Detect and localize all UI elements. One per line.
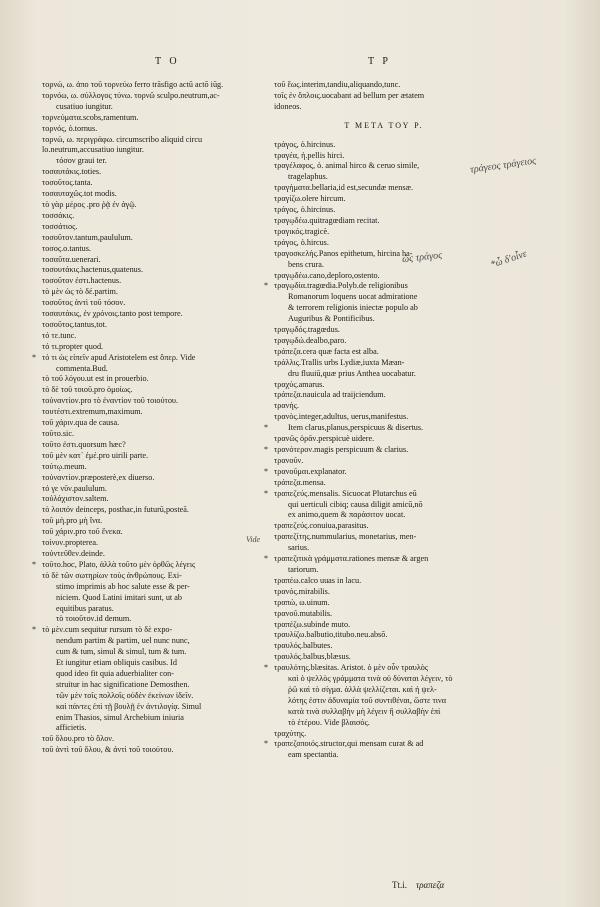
marginal-note: τράγεος τράγειος: [469, 155, 537, 176]
asterisk-mark: *: [32, 559, 37, 569]
entry-line: tariorum.: [288, 564, 319, 574]
entry-line: τραυλός.balbus,blæsus.: [274, 652, 351, 662]
entry-line: τοσουτάκις.hactenus,quatenus.: [42, 265, 143, 275]
entry-line: τορνός, ὁ.tornus.: [42, 123, 98, 133]
entry-line: τρανὸς.integer,adultus, uerus,manifestus.: [274, 412, 409, 422]
entry-line: τούτῳ.meum.: [42, 461, 87, 471]
entry-line: τὸ λοιπόν deinceps, posthac,in futurū,posteā.: [42, 505, 189, 515]
entry-line: τρανότερον.magis perspicuum & clarius. *: [264, 445, 409, 454]
entry-line: ex animo,quem & παράσιτον uocat.: [288, 510, 406, 520]
entry-line: τραγίζω.olere hircum.: [274, 194, 346, 204]
entry-line: τραγοσκελής.Panos epithetum, hircina ha-: [274, 248, 413, 258]
entry-line: enim Thasios, simul Archebium iniuria: [56, 712, 184, 722]
left-running-head: T O: [155, 56, 180, 67]
entry-line: τοσοῦτος.tantus,tot.: [42, 319, 107, 329]
entry-line: afficietis.: [56, 723, 87, 733]
entry-line: τοσοῦτον ἐστι.hactenus.: [42, 276, 122, 286]
entry-line: qui uerticuli cibiq; causa diligit amicū,nō: [288, 499, 423, 509]
entry-line: τραπὼ, ω.uinum.: [274, 597, 330, 607]
entry-line: τοῦ χάριν.qua de causa.: [42, 418, 120, 428]
entry-line: τραπεζιτικὰ γράμματα.rationes mensæ & argen *: [264, 554, 429, 564]
asterisk-mark: *: [264, 281, 269, 291]
entry-line: τοσσάτιος.: [42, 221, 78, 231]
entry-line: τράγος, ὁ.hircus.: [274, 237, 329, 247]
entry-line: tragelaphus.: [288, 172, 328, 182]
asterisk-mark: *: [264, 423, 269, 433]
entry-line: τοσοῦτον.tantum,paululum.: [42, 232, 133, 242]
entry-line: τοὐντεῦθεν.deinde.: [42, 548, 105, 558]
entry-line: τοὐναντίον.pro τὸ ἐναντίον τοῦ τοιούτου.: [42, 396, 179, 406]
entry-line: τοσσάκις.: [42, 210, 75, 220]
left-column: [32, 80, 262, 756]
entry-line: τράπεζα.cera quæ facta est alba.: [274, 346, 379, 356]
entry-line: Et iungitur etiam obliquis casibus. Id: [56, 658, 177, 668]
entry-line: τό τε.tunc.: [42, 330, 77, 340]
entry-line: κατὰ τινὰ συλλαβὴν μὴ λέγειν ἢ συλλαβὴν ἐπὶ: [288, 706, 441, 716]
asterisk-mark: *: [264, 488, 269, 498]
entry-line: τράλλις.Trallis urbs Lydiæ,iuxta Mæan-: [274, 357, 405, 367]
entry-line: quod ideo fit quia aduerbialiter con-: [56, 668, 174, 678]
entry-line: τρανοῦν.: [274, 455, 304, 465]
entry-line: ῥῶ καὶ τὸ σίγμα. ἀλλὰ ψελλίζεται. καὶ ἡ ψελ-: [288, 684, 437, 694]
right-column-entries: [264, 139, 494, 762]
entry-line: τὸ ἐτέρου. Vide βλαισός.: [288, 717, 370, 727]
entry-line: τοῦ ἀντὶ τοῦ ὅλου, & ἀντὶ τοῦ τοιούτου.: [42, 745, 174, 755]
right-running-head: T P: [368, 56, 391, 67]
marginal-note: Vide: [246, 535, 261, 544]
entry-line: τοὐναντίον.præposterè,ex diuerso.: [42, 472, 155, 482]
entry-line: cusatiuo iungitur.: [56, 101, 113, 111]
catchword: τραπεζα: [416, 880, 445, 890]
entry-line: τραγῳδία.tragœdia.Polyb.de religionibus *: [264, 281, 408, 291]
entry-line: equitibus paratus.: [56, 603, 114, 613]
entry-line: τρανοῦμαι.explanator. *: [264, 466, 347, 476]
entry-line: τραχύς.amarus.: [274, 379, 325, 389]
entry-line: stimo imprimis ab hoc salute esse & per-: [56, 581, 190, 591]
entry-line: τραγῳδέω.quitragœdiam recitat.: [274, 215, 380, 225]
entry-line: τοῦ ὅλου.pro τὸ ὅλον.: [42, 734, 115, 744]
entry-line: sarius.: [288, 543, 310, 553]
entry-line: τὸ δὲ τοῦ τοιοῦ.pro ὁμοίως.: [42, 385, 133, 395]
entry-line: bens crura.: [288, 259, 324, 269]
entry-line: τορνώ, ω. περιγράφω. circumscribo aliquid circu: [42, 134, 203, 144]
entry-line: τραπεζίτης.nummularius, monetarius, men-: [274, 532, 417, 542]
entry-line: τοσος.ο.tantus.: [42, 243, 91, 253]
asterisk-mark: *: [32, 625, 37, 635]
entry-line: τορνεύματα.scobs,ramentum.: [42, 112, 139, 122]
entry-line: & terrorem religionis iniectæ populo ab: [288, 303, 418, 313]
entry-line: τὸ τοιοῦτον.id demum.: [56, 614, 132, 624]
entry-line: eam spectantia.: [288, 750, 339, 760]
entry-line: τράγος, ὁ.hircinus.: [274, 139, 336, 149]
entry-line: τράγος, ὁ.hircinus.: [274, 205, 336, 215]
entry-line: τράπεζα.mensa.: [274, 477, 326, 487]
entry-line: τοῖς ἐν ὅπλοις.uocabant ad bellum per ætatem: [274, 90, 425, 100]
entry-line: τοσαυταχῶς.tot modis.: [42, 189, 117, 199]
entry-line: τραγέα, ἡ.pellis hirci.: [274, 150, 345, 160]
marginal-note: ὡς τράγος: [401, 249, 443, 266]
entry-line: Romanorum loquens uocat admiratione: [288, 292, 418, 302]
entry-line: λότης ἐστιν ἀδυναμία τοῦ συντιθέναι, ὥστε τινα: [288, 695, 446, 705]
entry-line: τό τι ὡς εἰπεῖν apud Aristotelem est ὅπερ. Vide *: [32, 352, 196, 362]
entry-line: cum & tum, simul & simul, tum & tum.: [56, 647, 187, 657]
asterisk-mark: *: [32, 352, 37, 362]
entry-line: τραγήματα.bellaria,id est,secundæ mensæ.: [274, 183, 414, 193]
entry-line: τρανοῦ.mutabilis.: [274, 608, 333, 618]
entry-line: τρανής.: [274, 401, 299, 411]
entry-line: τοσαυτάκις, ἐν χρόνοις.tanto post tempore.: [42, 309, 183, 319]
entry-line: τοῦ χάριν.pro τοῦ ἕνεκα.: [42, 527, 123, 537]
entry-line: τραπεζεύς.mensalis. Sicuocat Plutarchus eū *: [264, 488, 417, 498]
entry-line: τραγῳδός.tragœdus.: [274, 325, 340, 335]
entry-line: nendum partim & partim, uel nunc nunc,: [56, 636, 190, 646]
entry-line: τοσοῦτος ἀντὶ τοῦ τόσον.: [42, 298, 126, 308]
entry-line: Item clarus,planus,perspicuus & disertus. *: [264, 423, 424, 433]
right-column-top: [274, 80, 494, 113]
entry-line: τό τι.propter quod.: [42, 341, 104, 351]
entry-line: τραπέζω.subinde muto.: [274, 619, 351, 629]
entry-line: τορνόω, ω. σύλλογος τύνω. τορνῶ sculpo.neutrum,ac-: [42, 90, 220, 100]
entry-line: idoneos.: [274, 101, 302, 111]
entry-line: τράπεζα.nauicula ad traijciendum.: [274, 390, 386, 400]
entry-line: τὸ δὲ τῶν σωτηρίων τοὺς ἀνθρώπους. Exi-: [42, 570, 182, 580]
entry-line: dru fluuiū,quæ prius Anthea uocabatur.: [288, 368, 416, 378]
entry-line: τοῦτο ἐστι.quorsum hæc?: [42, 439, 126, 449]
asterisk-mark: *: [264, 739, 269, 749]
entry-line: τραπέω.calco uuas in lacu.: [274, 575, 362, 585]
entry-line: τὸ μὲν.cum sequitur rursum τὸ δὲ expo- *: [32, 625, 173, 635]
entry-line: τοσαυτάκις.toties.: [42, 167, 102, 177]
entry-line: τραυλίζω.balbutio,titubo.neu.absō.: [274, 630, 388, 640]
entry-line: καὶ ὁ ψελλὸς γράμματα τινὰ οὐ δύναται λέγειν, τὸ: [288, 674, 453, 684]
entry-line: τοῦ μὴ.pro μὴ ἴνα.: [42, 516, 103, 526]
entry-line: τῶν μὲν τοῖς πολλοῖς οὐδὲν ἐκείνων ἰδεῖν.: [56, 690, 194, 700]
entry-line: τὸ γὰρ μέρος .pro ῥᾷ ἐν ἀγῷ.: [42, 199, 137, 209]
entry-line: τοσοῦτος.tanta.: [42, 178, 93, 188]
entry-line: τοίνυν.propterea.: [42, 538, 99, 548]
asterisk-mark: *: [264, 466, 269, 476]
section-heading: Τ ΜΕΤΑ ΤΟΥ Ρ.: [344, 120, 424, 130]
entry-line: τοῦ μὲν κατ᾽ ἐμέ.pro uirili parte.: [42, 450, 149, 460]
entry-line: τοὐλάχιστον.saltem.: [42, 494, 109, 504]
entry-line: struitur in hac significatione Demosthen.: [56, 679, 190, 689]
entry-line: τραγῳδέω.cano,deploro,ostento.: [274, 270, 380, 280]
entry-line: τραγῳδώ.dealbo,paro.: [274, 335, 347, 345]
entry-line: τοῦ ἕως.interim,tandiu,aliquando,tunc.: [274, 80, 401, 89]
entry-line: τραπεζεύς.conuiua,parasitus.: [274, 521, 369, 531]
entry-line: τουτέστι.extremum,maximum.: [42, 407, 143, 417]
entry-line: τοῦτο.hoc, Plato, ἀλλὰ τοῦτο μὲν ὀρθῶς λέγεις *: [32, 559, 196, 569]
marginal-note: *ὦ δ'οἶνε: [489, 248, 529, 271]
asterisk-mark: *: [264, 663, 269, 673]
entry-line: niciem. Quod Latini imitari sunt, ut ab: [56, 592, 182, 602]
entry-line: τόσον graui ter.: [56, 156, 107, 166]
entry-line: τοῦτο.sic.: [42, 429, 75, 438]
entry-line: τὸ μὲν ὡς τὸ δέ.partim.: [42, 287, 118, 297]
asterisk-mark: *: [264, 445, 269, 454]
entry-line: τραγικός.tragicè.: [274, 226, 330, 236]
entry-line: τό γε νῦν.paululum.: [42, 483, 107, 493]
entry-line: commenta.Bud.: [56, 363, 108, 373]
entry-line: τρανός.mirabilis.: [274, 586, 330, 596]
entry-line: τραπεζοποιός.structor,qui mensam curat & ad *: [264, 739, 424, 749]
entry-line: τραγέλαφος, ὁ. animal hirco & ceruo simile,: [274, 161, 420, 171]
entry-line: τορνώ, ω. ἀπο τοῦ τορνεύω ferro trāsfigo actū actō iūg.: [42, 80, 224, 89]
entry-line: Auguribus & Pontificibus.: [288, 314, 375, 324]
entry-line: τοσαῦτα.uenerari.: [42, 254, 101, 264]
entry-line: τραυλός.balbutes.: [274, 641, 333, 651]
asterisk-mark: *: [264, 554, 269, 564]
signature-text: Tt.i.: [392, 880, 407, 890]
entry-line: τὸ τοῦ λόγου.ut est in prouerbio.: [42, 374, 149, 384]
entry-line: τρανῶς ὁρᾶν.perspicuè uidere.: [274, 434, 375, 444]
entry-line: τραυλότης.blæsitas. Aristot. ὁ μὲν οὖν τραυλὸς *: [264, 663, 429, 673]
right-column: [264, 80, 494, 761]
entry-line: τραχύτης.: [274, 728, 307, 738]
entry-line: καὶ πάντες ἐπὶ τῇ βουλῇ ἐν ἀντιλογίᾳ. Simul: [56, 701, 202, 711]
entry-line: lo.neutrum,accusatiuo iungitur.: [42, 145, 144, 155]
signature-mark: [392, 880, 444, 890]
